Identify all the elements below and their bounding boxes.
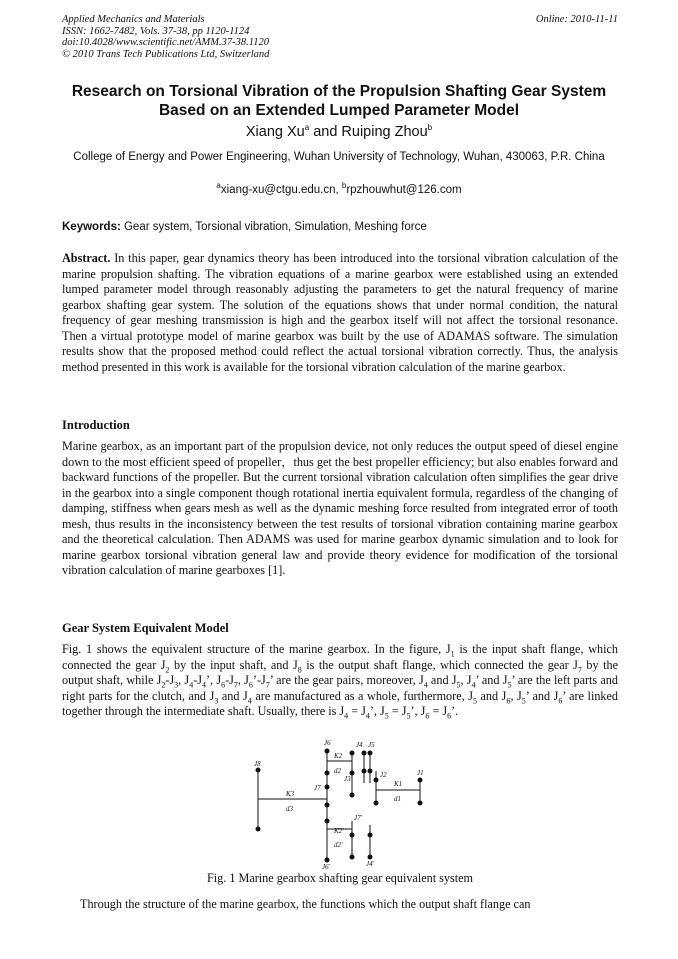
journal-header — [62, 14, 618, 60]
label-d2-prime: d2' — [334, 841, 343, 849]
email-b[interactable]: rpzhouwhut@126.com — [346, 184, 462, 196]
label-j7: J7 — [314, 784, 321, 792]
label-d1: d1 — [394, 795, 401, 803]
paper-title — [40, 82, 638, 120]
abstract — [62, 251, 618, 375]
intro-heading: Introduction — [62, 418, 130, 432]
label-j5: J5 — [368, 741, 375, 749]
last-line: Through the structure of the marine gearbox, the functions which the output shaft flange can — [80, 897, 531, 911]
online-date: Online: 2010-11-11 — [535, 14, 618, 25]
author-1-sup: a — [304, 123, 310, 133]
email-a-sup: a — [216, 181, 221, 191]
author-1: Xiang Xu — [245, 124, 305, 140]
email-a[interactable]: xiang-xu@ctgu.edu.cn, — [220, 184, 342, 196]
equivalent-system-diagram — [230, 735, 440, 871]
doi: doi:10.4028/www.scientific.net/AMM.37-38.1120 — [62, 37, 269, 48]
affiliation: College of Energy and Power Engineering, Wuhan University of Technology, Wuhan, 430063, P.R. China — [73, 151, 605, 163]
keywords — [62, 221, 618, 233]
label-d2: d2 — [334, 767, 341, 775]
author-2-sup: b — [427, 123, 433, 133]
keywords-label: Keywords: — [62, 221, 121, 233]
keywords-text: Gear system, Torsional vibration, Simulation, Meshing force — [120, 221, 427, 233]
title-line-2: Based on an Extended Lumped Parameter Model — [158, 102, 520, 119]
abstract-text: In this paper, gear dynamics theory has been introduced into the torsional vibration calculation of the marine propulsion shafting. The vibration equations of a marine gearbox were established using an extended lumped parameter model through reasonably adjusting the parameters to get the natural frequency of marine gearbox shafting gear system. The solution of the equations shows that under normal condition, the natural frequency of gear meshing transmission is high and the gearbox itself will not affect the torsional resonance. Then a virtual prototype model of marine gearbox was built by the use of ADAMAS software. The simulation results show that the proposed method could reflect the actual torsional vibration correctly. Thus, the analysis method presented in this work is available for the torsional vibration calculation of the marine gearbox. — [62, 251, 618, 374]
authors — [40, 124, 638, 140]
title-line-1: Research on Torsional Vibration of the Propulsion Shafting Gear System — [71, 83, 607, 100]
label-k2-prime: K2' — [334, 827, 344, 835]
label-k3: K3 — [286, 790, 295, 798]
label-j3: J3 — [344, 775, 351, 783]
figure-caption: Fig. 1 Marine gearbox shafting gear equivalent system — [206, 871, 474, 885]
label-j1: J1 — [417, 769, 424, 777]
intro-text: Marine gearbox, as an important part of the propulsion device, not only reduces the output speed of diesel engine down to the most efficient speed of propeller，thus get the best propeller efficiency; but also enables forward and backward functions of the propeller. But the current torsional vibration calculation often simplifies the gear drive in the gearbox into a single component though rotational inertia equivalent formula, regardless of the changing of damping, stiffness when gears mesh as well as the dynamic meshing force resulted from integrated error of tooth mesh, thus results in the inconsistency between the test results of torsional vibration containing marine gearbox and the theoretical calculation. Then ADAMS was used for marine gearbox dynamic simulation and to look for marine gearbox torsional vibration general law and provide theory evidence for modification of the torsional vibration calculation of marine gearboxes [1]. — [62, 439, 618, 577]
copyright: © 2010 Trans Tech Publications Ltd, Switzerland — [62, 48, 270, 60]
label-k2: K2 — [334, 752, 343, 760]
label-j4: J4 — [356, 741, 363, 749]
label-j6-prime: J6' — [322, 863, 331, 871]
gear-heading: Gear System Equivalent Model — [62, 621, 229, 635]
label-j4-prime: J4' — [366, 860, 375, 868]
email-b-sup: b — [341, 181, 347, 191]
authors-and: and — [309, 124, 342, 140]
abstract-label: Abstract. — [62, 251, 111, 265]
label-j6: J6 — [324, 739, 331, 747]
emails — [40, 181, 638, 196]
issn: ISSN: 1662-7482, Vols. 37-38, pp 1120-1124 — [62, 25, 250, 37]
label-j2: J2 — [380, 771, 387, 779]
author-2: Ruiping Zhou — [341, 124, 428, 140]
label-j8: J8 — [254, 760, 261, 768]
label-k1: K1 — [394, 780, 403, 788]
gear-text: Fig. 1 shows the equivalent structure of the marine gearbox. In the figure, $J_1$ is the input shaft flange, which connected the gear $J_2$ by the input shaft, and $J_8$ is the output shaft flange, which connected the gear $J_7$ by the output shaft, while $J_2-J_3$, $J_4-J_4$’, $J_6-J_7$, $J_6’-J_7$’ are the gear pairs, moreover, $J_4$ and $J_5$, $J_4$’ and $J_5$’ are the left parts and right parts for the clutch, and $J_3$ and $J_4$ are manufactured as a whole, furthermore, $J_5$ and $J_6$, $J_5$’ and $J_6$’ are linked together through the intermediate shaft. Usually, there is $J_4 = J_4$’, $J_5 = J_5$’, $J_6 = J_6$’. — [62, 642, 619, 721]
label-j7-prime: J7' — [354, 814, 363, 822]
label-d3: d3 — [286, 805, 293, 813]
journal-name: Applied Mechanics and Materials — [62, 14, 205, 25]
